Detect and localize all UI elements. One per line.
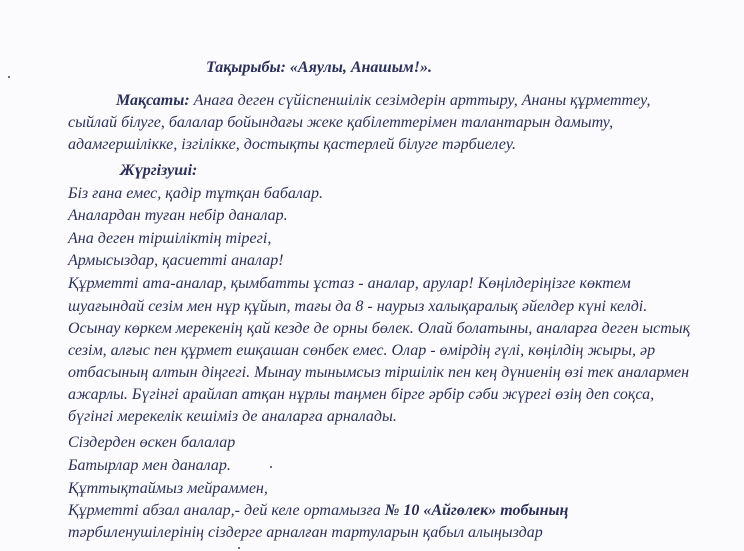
goal-line-1: [116, 91, 650, 111]
goal-line-3: адамгершілікке, ізгілікке, достықты қастерлей білуге тәрбиелеу.: [68, 136, 516, 153]
poem1-line: Біз ғана емес, қадір тұтқан бабалар.: [68, 185, 324, 202]
paragraph-line: бүгінгі мерекелік кешіміз де аналарға арналады.: [68, 408, 397, 425]
paragraph-line: Құрметті ата-аналар, қымбатты ұстаз - аналар, арулар! Көңілдеріңізге көктем: [68, 275, 631, 292]
paragraph-line: шуағындай сезім мен нұр құйып, тағы да 8 - наурыз халықаралық әйелдер күні келді.: [68, 298, 648, 315]
goal-text-1: Анаға деген сүйіспеншілік сезімдерін арттыру, Ананы құрметтеу,: [193, 92, 651, 109]
closing-line-2: тәрбиленушілерінің сіздерге арналған тартуларын қабыл алыңыздар: [68, 524, 543, 541]
poem1-line: Ана деген тіршіліктің тірегі,: [68, 230, 272, 247]
poem2-line: Сіздерден өскен балалар: [68, 434, 236, 451]
paragraph-line: сезім, алғыс пен құрмет ешқашан сөнбек емес. Олар - өмірдің гүлі, көңілдің жыры, әр: [68, 342, 656, 359]
goal-line-2: сыйлай білуге, балалар бойындағы жеке қабілеттерімен талантарын дамыту,: [68, 114, 614, 131]
poem2-line: Батырлар мен даналар.: [68, 457, 231, 474]
scan-speck: [238, 547, 240, 549]
scan-speck: [8, 76, 10, 78]
document-title: Тақырыбы: «Аяулы, Анашым!».: [206, 59, 432, 76]
presenter-label: Жүргізуші:: [120, 162, 198, 179]
poem2-line: Құттықтаймыз мейраммен,: [68, 480, 268, 497]
group-name: № 10 «Айгөлек» тобының: [384, 502, 569, 519]
paragraph-line: ажарлы. Бүгінгі арайлап атқан нұрлы таңмен бірге әрбір сәби жүрегі өзің деп соқса,: [68, 386, 655, 403]
goal-label: Мақсаты:: [116, 92, 190, 109]
closing-line-1: [68, 501, 568, 521]
paragraph-line: Осынау көркем мерекенің қай кезде де орны бөлек. Олай болатыны, аналарға деген ыстық: [68, 320, 691, 337]
paragraph-line: отбасының алтын діңгегі. Мынау тынымсыз тіршілік пен кең дүниенің өзі тек аналармен: [68, 364, 690, 381]
closing-text: Құрметті абзал аналар,- дей келе ортамызға: [68, 502, 385, 519]
scan-speck: [270, 466, 272, 468]
poem1-line: Аналардан туған небір даналар.: [68, 207, 288, 224]
poem1-line: Армысыздар, қасиетті аналар!: [68, 252, 284, 269]
